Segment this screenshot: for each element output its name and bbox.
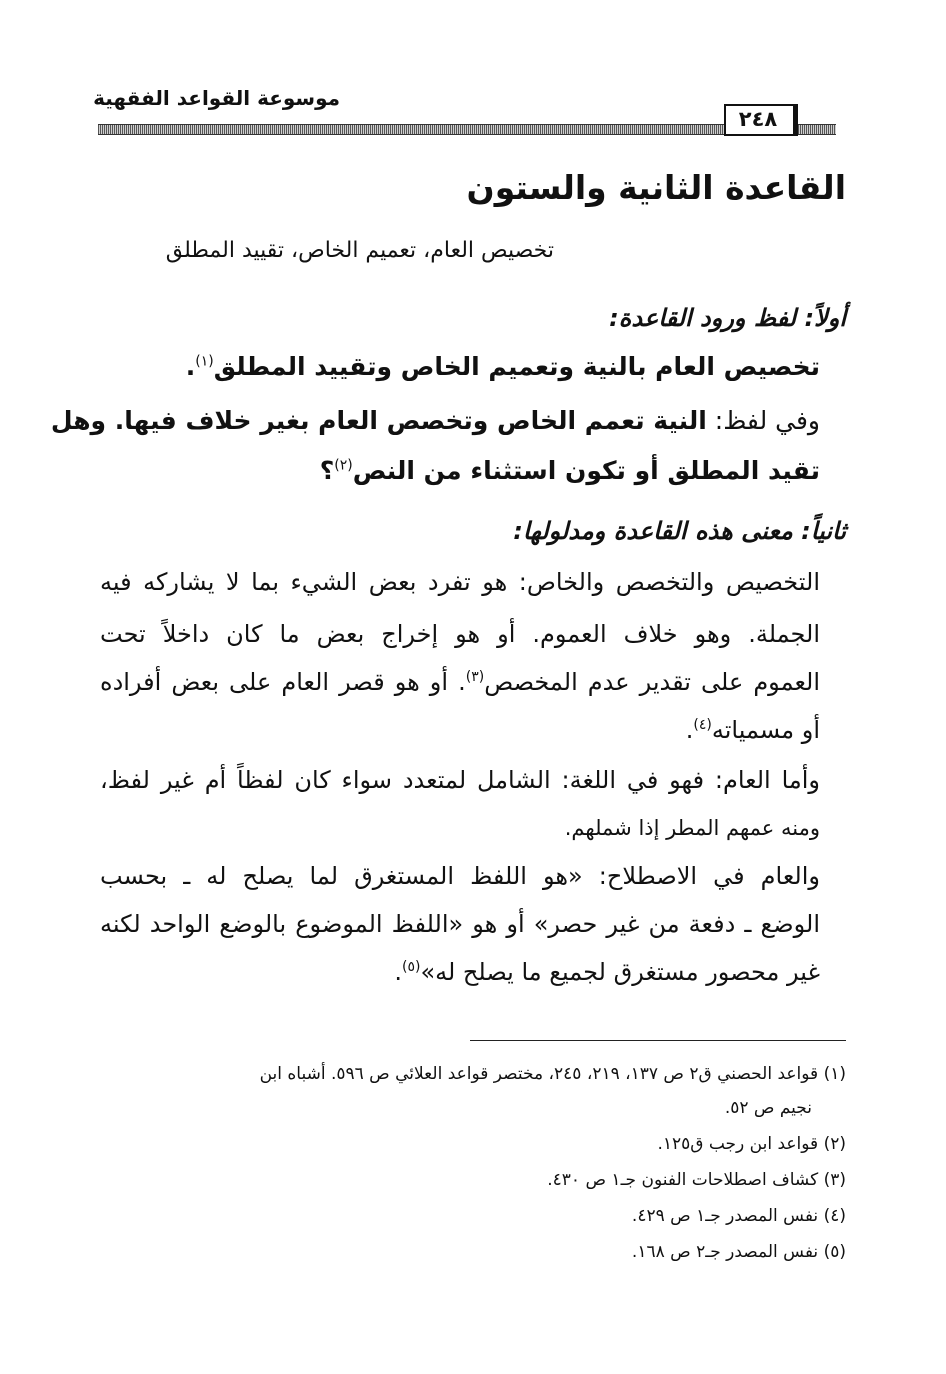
footnote-text: قواعد ابن رجب ق١٢٥. (657, 1134, 819, 1154)
footnote-text: قواعد الحصني ق٢ ص ١٣٧، ٢١٩، ٢٤٥، مختصر قواعد العلائي ص ٥٩٦. أشباه ابن (259, 1064, 819, 1084)
footnote-4 (632, 1206, 846, 1226)
variant-end: ؟ (319, 456, 335, 485)
para1-line-3-b: . أو هو قصر العام على بعض أفراده (100, 668, 466, 696)
variant-wording-line-2 (320, 456, 820, 485)
footnote-number: (١) (823, 1064, 846, 1084)
para3-line-3 (394, 958, 820, 986)
footnote-number: (٥) (823, 1242, 846, 1262)
para1-line-1: التخصيص والتخصص والخاص: هو تفرد بعض الشيء بما لا يشاركه فيه (100, 568, 820, 596)
footnote-ref-5: (٥) (401, 959, 421, 975)
footnote-3 (547, 1170, 846, 1190)
footnote-text: كشاف اصطلاحات الفنون جـ١ ص ٤٣٠. (547, 1170, 819, 1190)
para1-line-4-a: أو مسمياته (711, 716, 820, 744)
rule-wording-end: . (185, 352, 196, 381)
rule-subtitle: تخصيص العام، تعميم الخاص، تقييد المطلق (165, 238, 554, 263)
variant-bold-text-2: تقيد المطلق أو تكون استثناء من النص (352, 456, 820, 485)
footnote-text: نفس المصدر جـ٢ ص ١٦٨. (631, 1242, 819, 1262)
rule-wording-line (186, 352, 820, 381)
para3-line-3-b: . (394, 958, 402, 986)
footnote-separator (470, 1040, 846, 1041)
rule-title: القاعدة الثانية والستون (466, 168, 846, 207)
variant-bold-text-1: النية تعمم الخاص وتخصص العام بغير خلاف فيها. وهل (50, 406, 707, 435)
footnote-number: (٣) (823, 1170, 846, 1190)
para1-line-2: الجملة. وهو خلاف العموم. أو هو إخراج بعض ما كان داخلاً تحت (100, 620, 820, 648)
footnote-ref-1: (١) (195, 353, 214, 370)
section-heading-meaning: ثانياً: معنى هذه القاعدة ومدلولها: (513, 517, 846, 545)
para1-line-3-a: العموم على تقدير عدم المخصص (484, 668, 821, 696)
para2-line-1: وأما العام: فهو في اللغة: الشامل لمتعدد سواء كان لفظاً أم غير لفظ، (100, 766, 820, 794)
para1-line-4-b: . (685, 716, 694, 744)
footnote-text: نجيم ص ٥٢. (724, 1098, 812, 1118)
para3-line-3-a: غير محصور مستغرق لجميع ما يصلح له» (420, 958, 820, 986)
rule-wording-text: تخصيص العام بالنية وتعميم الخاص وتقييد المطلق (213, 352, 820, 381)
para3-line-2: الوضع ـ دفعة من غير حصر» أو هو «اللفظ الموضوع بالوضع الواحد لكنه (100, 910, 820, 938)
footnote-number: (٤) (823, 1206, 846, 1226)
para1-line-3 (100, 668, 820, 696)
footnote-number: (٢) (823, 1134, 846, 1154)
footnote-1-continued (725, 1098, 812, 1118)
footnote-text: نفس المصدر جـ١ ص ٤٢٩. (631, 1206, 819, 1226)
para1-line-4 (686, 716, 820, 744)
page-number: ٢٤٨ (738, 107, 778, 131)
footnote-ref-3: (٣) (465, 669, 485, 685)
section-heading-wording: أولاً: لفظ ورود القاعدة: (609, 304, 846, 332)
variant-wording-line-1 (51, 406, 820, 435)
footnote-2 (657, 1134, 846, 1154)
footnote-ref-2: (٢) (334, 457, 353, 474)
footnote-ref-4: (٤) (693, 717, 712, 733)
para3-line-1: والعام في الاصطلاح: «هو اللفظ المستغرق لما يصلح له ـ بحسب (100, 862, 820, 890)
para2-line-2: ومنه عمهم المطر إذا شملهم. (564, 816, 820, 840)
footnote-5 (632, 1242, 846, 1262)
footnote-1 (260, 1064, 846, 1084)
running-header-title: موسوعة القواعد الفقهية (93, 86, 340, 110)
variant-prefix: وفي لفظ: (706, 406, 820, 435)
